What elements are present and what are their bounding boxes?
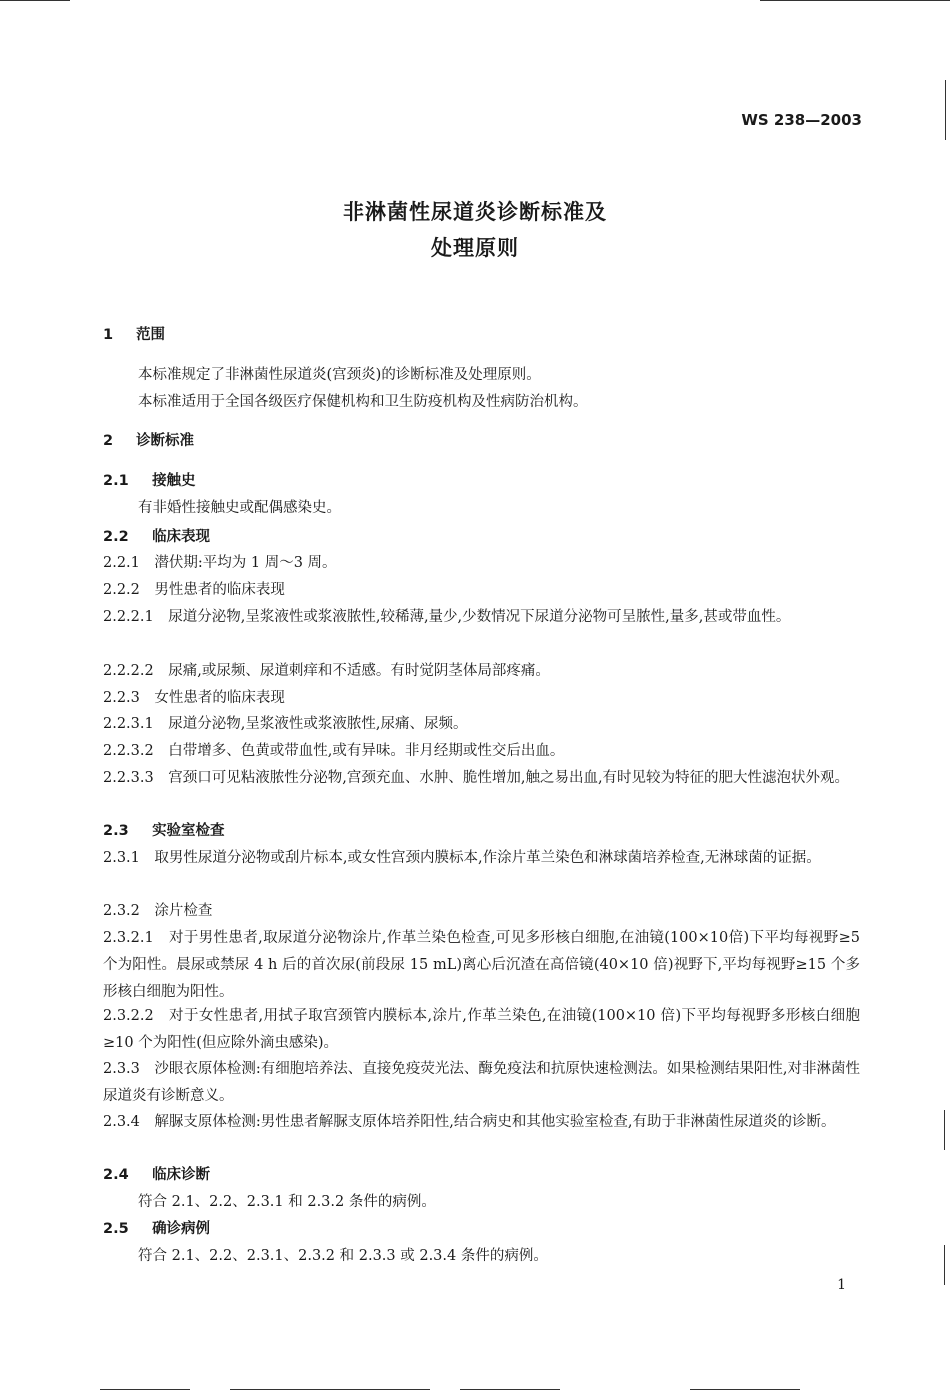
section-1-heading <box>103 322 860 349</box>
section-label: 确诊病例 <box>152 1221 211 1237</box>
section-label: 范围 <box>136 327 166 343</box>
section-label: 临床诊断 <box>152 1167 211 1183</box>
standard-code: WS 238—2003 <box>741 111 862 129</box>
section-number: 1 <box>103 327 114 343</box>
scan-mark <box>0 0 70 1</box>
section-label: 临床表现 <box>152 529 211 545</box>
section-number: 2.5 <box>103 1221 129 1237</box>
section-number: 2.1 <box>103 473 129 489</box>
clause-2-2-3-3: 2.2.3.3 宫颈口可见粘液脓性分泌物,宫颈充血、水肿、脆性增加,触之易出血,有时见较为特征的肥大性滤泡状外观。 <box>103 770 850 786</box>
section-2-4-heading <box>103 1162 860 1189</box>
document-title-line1: 非淋菌性尿道炎诊断标准及 <box>343 200 607 224</box>
scan-mark <box>944 1110 945 1150</box>
section-number: 2.3 <box>103 823 129 839</box>
scan-mark <box>945 80 946 140</box>
paragraph: 有非婚性接触史或配偶感染史。 <box>138 500 341 516</box>
clause-2-3-2-2: 2.3.2.2 对于女性患者,用拭子取宫颈管内膜标本,涂片,作革兰染色,在油镜(100×10 倍)下平均每视野多形核白细胞≥10 个为阳性(但应除外滴虫感染)。 <box>103 1008 860 1051</box>
paragraph: 符合 2.1、2.2、2.3.1 和 2.3.2 条件的病例。 <box>138 1194 436 1210</box>
clause-2-2-3-2: 2.2.3.2 白带增多、色黄或带血性,或有异味。非月经期或性交后出血。 <box>103 743 565 759</box>
document-title-line2: 处理原则 <box>431 236 519 260</box>
scan-mark <box>100 1389 190 1390</box>
section-2-heading <box>103 428 860 455</box>
paragraph: 符合 2.1、2.2、2.3.1、2.3.2 和 2.3.3 或 2.3.4 条件的病例。 <box>138 1248 548 1264</box>
scan-mark <box>760 0 950 1</box>
clause-2-2-2-1: 2.2.2.1 尿道分泌物,呈浆液性或浆液脓性,较稀薄,量少,少数情况下尿道分泌物可呈脓性,量多,甚或带血性。 <box>103 609 791 625</box>
section-label: 实验室检查 <box>152 823 225 839</box>
scan-mark <box>460 1389 560 1390</box>
clause-2-3-2-1: 2.3.2.1 对于男性患者,取尿道分泌物涂片,作革兰染色检查,可见多形核白细胞,在油镜(100×10倍)下平均每视野≥5 个为阳性。晨尿或禁尿 4 h 后的首次尿(前段尿 15 mL)离心后沉渣在高倍镜(40×10 倍)视野下,平均每视野≥15 个多形核白细胞为阳性。 <box>103 930 860 1000</box>
section-number: 2 <box>103 433 114 449</box>
clause-2-2-1: 2.2.1 潜伏期:平均为 1 周～3 周。 <box>103 555 337 571</box>
section-number: 2.2 <box>103 529 129 545</box>
clause-2-2-2-2: 2.2.2.2 尿痛,或尿频、尿道刺痒和不适感。有时觉阴茎体局部疼痛。 <box>103 663 550 679</box>
page-number: 1 <box>837 1277 846 1293</box>
paragraph: 本标准适用于全国各级医疗保健机构和卫生防疫机构及性病防治机构。 <box>138 394 588 410</box>
clause-2-2-2: 2.2.2 男性患者的临床表现 <box>103 582 285 598</box>
clause-2-3-4: 2.3.4 解脲支原体检测:男性患者解脲支原体培养阳性,结合病史和其他实验室检查,有助于非淋菌性尿道炎的诊断。 <box>103 1114 836 1130</box>
scan-mark <box>944 1245 945 1285</box>
section-label: 诊断标准 <box>136 433 195 449</box>
clause-2-3-3: 2.3.3 沙眼衣原体检测:有细胞培养法、直接免疫荧光法、酶免疫法和抗原快速检测法。如果检测结果阳性,对非淋菌性尿道炎有诊断意义。 <box>103 1061 860 1104</box>
section-label: 接触史 <box>152 473 196 489</box>
clause-2-3-2: 2.3.2 涂片检查 <box>103 903 213 919</box>
section-2-3-heading <box>103 818 860 845</box>
paragraph: 本标准规定了非淋菌性尿道炎(宫颈炎)的诊断标准及处理原则。 <box>138 367 541 383</box>
clause-2-2-3-1: 2.2.3.1 尿道分泌物,呈浆液性或浆液脓性,尿痛、尿频。 <box>103 716 468 732</box>
section-2-5-heading <box>103 1216 860 1243</box>
scan-mark <box>690 1389 800 1390</box>
scan-mark <box>230 1389 430 1390</box>
clause-2-3-1: 2.3.1 取男性尿道分泌物或刮片标本,或女性宫颈内膜标本,作涂片革兰染色和淋球菌培养检查,无淋球菌的证据。 <box>103 850 821 866</box>
section-2-2-heading <box>103 524 860 551</box>
section-number: 2.4 <box>103 1167 129 1183</box>
section-2-1-heading <box>103 468 860 495</box>
clause-2-2-3: 2.2.3 女性患者的临床表现 <box>103 690 285 706</box>
